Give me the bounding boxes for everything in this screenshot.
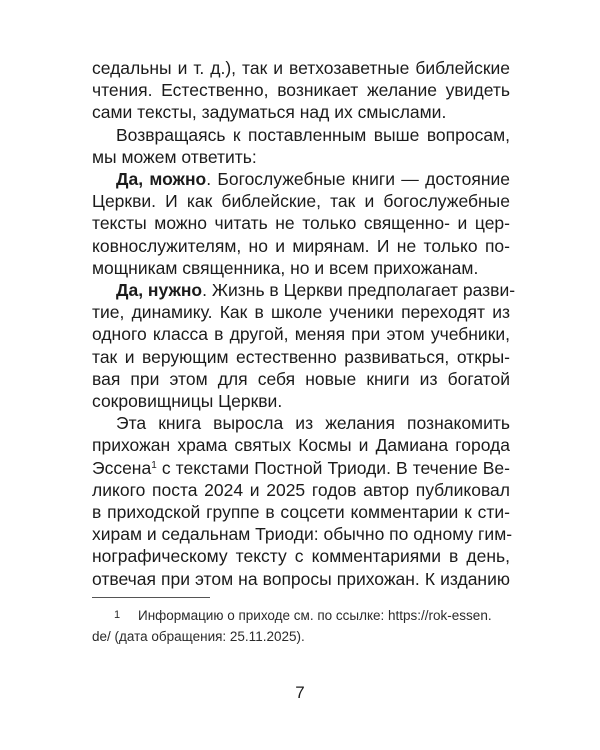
footnote-line xyxy=(92,606,510,625)
text-line xyxy=(116,169,510,189)
text-line: ковнослужителям, но и мирянам. И не только по- xyxy=(92,235,510,256)
text-line: чтения. Естественно, возникает желание увидеть xyxy=(92,80,510,101)
text-line: отвечая при этом на вопросы прихожан. К изданию xyxy=(92,568,510,589)
text-line: в приходской группе в соцсети комментарии к сти- xyxy=(92,502,510,522)
text-line: прихожан храма святых Космы и Дамиана города xyxy=(92,435,510,456)
text-line xyxy=(92,458,510,478)
text-line: Церкви. И как библейские, так и богослужебные xyxy=(92,191,510,212)
text-line: тексты можно читать не только священно- и цер- xyxy=(92,213,510,234)
text-line: так и верующим естественно развиваться, откры- xyxy=(92,346,510,367)
text-line: Возвращаясь к поставленным выше вопросам, xyxy=(116,124,510,145)
footnote-number: 1 xyxy=(114,609,121,621)
footnote-text: Информацию о приходе см. по ссылке: https://rok-essen. xyxy=(138,608,492,623)
text-line: мощникам священника, но и всем прихожанам. xyxy=(92,257,479,278)
bold-phrase: Да, нужно xyxy=(116,280,203,300)
page-number: 7 xyxy=(295,683,305,702)
bold-phrase: Да, можно xyxy=(116,169,207,189)
footnote-reference[interactable]: 1 xyxy=(151,459,157,471)
text-run: . Жизнь в Церкви предполагает разви- xyxy=(202,280,516,300)
footnote-divider xyxy=(92,597,210,598)
text-run: с текстами Постной Триоди. В течение Ве- xyxy=(156,457,510,478)
text-line: хирам и седальнам Триоди: обычно по одному гим- xyxy=(92,524,513,545)
text-line: Эта книга выросла из желания познакомить xyxy=(116,413,510,434)
text-line: ликого поста 2024 и 2025 годов автор публиковал xyxy=(92,479,510,500)
text-line: мы можем ответить: xyxy=(92,146,257,167)
text-line: нографическому тексту с комментариями в день, xyxy=(92,546,510,567)
text-run: . Богослужебные книги — достояние xyxy=(206,169,510,189)
text-line xyxy=(116,280,516,300)
text-line: тие, динамику. Как в школе ученики переходят из xyxy=(92,302,510,323)
text-line: сокровищницы Церкви. xyxy=(92,391,283,411)
text-line: одного класса в другой, меняя при этом учебники, xyxy=(92,324,510,345)
text-run: Эссена xyxy=(92,457,152,478)
text-line: сами тексты, задуматься над их смыслами. xyxy=(92,102,447,123)
text-line: вая при этом для себя новые книги из богатой xyxy=(92,368,510,389)
footnote-line: de/ (дата обращения: 25.11.2025). xyxy=(92,629,305,644)
text-line: седальны и т. д.), так и ветхозаветные библейские xyxy=(92,58,510,78)
